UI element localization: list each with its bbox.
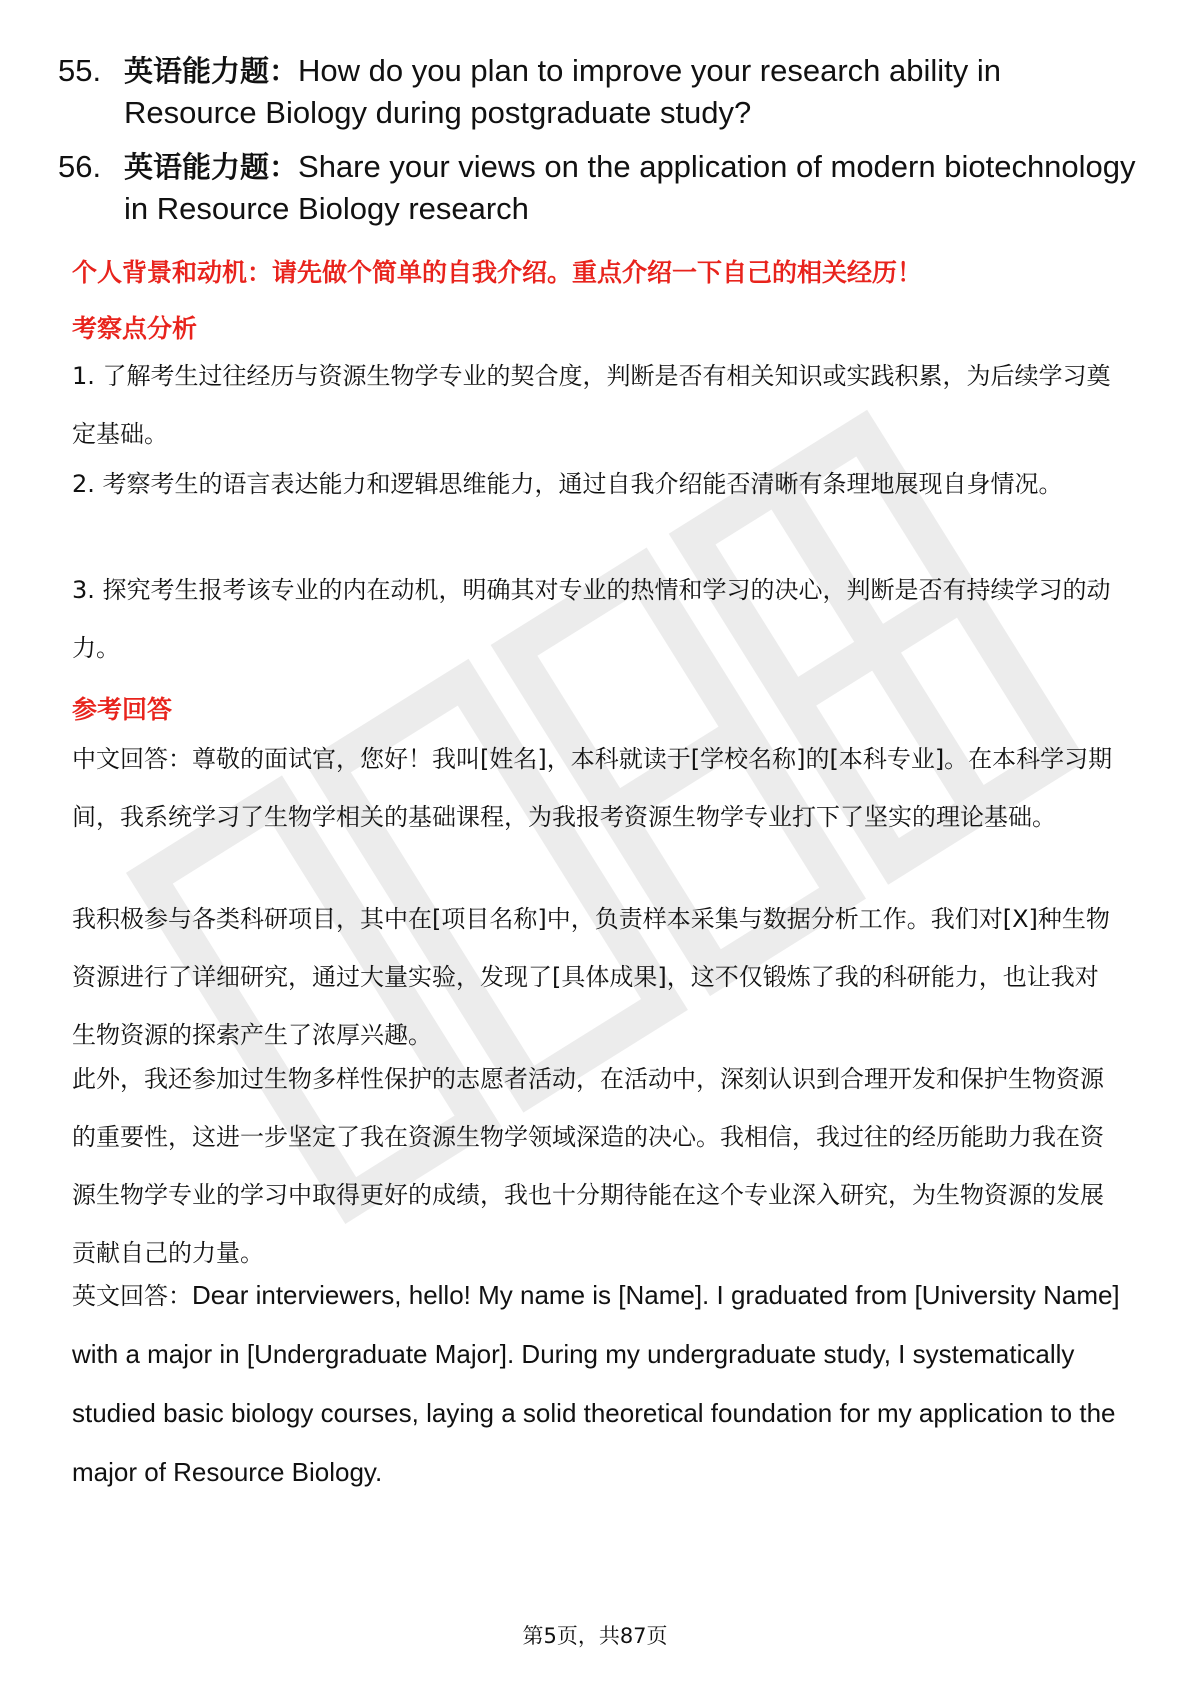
section-title: 个人背景和动机：请先做个简单的自我介绍。重点介绍一下自己的相关经历！	[72, 258, 923, 287]
answer-en-label: 英文回答：	[72, 1282, 192, 1310]
question-56	[58, 146, 1138, 230]
page-footer: 第5页，共87页	[522, 1624, 668, 1648]
question-number: 56.	[58, 149, 102, 184]
answer-en-text: Dear interviewers, hello! My name is [Name]. I graduated from [University Name] with a major in [Undergraduate Major]. During my undergraduate study, I systematically studied basic biology courses, laying a solid theoretical foundation for my application to the major of Resource Biology.	[72, 1280, 1120, 1487]
question-55	[58, 50, 1138, 134]
question-tag: 英语能力题：	[124, 150, 299, 184]
question-number: 55.	[58, 53, 102, 88]
answer-heading: 参考回答	[72, 695, 173, 724]
analysis-point-3: 3. 探究考生报考该专业的内在动机，明确其对专业的热情和学习的决心，判断是否有持续学习的动力。	[72, 576, 1111, 662]
question-text: How do you plan to improve your research ability in Resource Biology during postgraduate study?	[124, 53, 1002, 130]
answer-cn-paragraph-1: 中文回答：尊敬的面试官，您好！我叫[姓名]，本科就读于[学校名称]的[本科专业]。在本科学习期间，我系统学习了生物学相关的基础课程，为我报考资源生物学专业打下了坚实的理论基础。	[72, 745, 1113, 831]
analysis-heading: 考察点分析	[72, 314, 198, 343]
question-text: Share your views on the application of modern biotechnology in Resource Biology research	[124, 149, 1136, 226]
question-tag: 英语能力题：	[124, 54, 299, 88]
analysis-point-2: 2. 考察考生的语言表达能力和逻辑思维能力，通过自我介绍能否清晰有条理地展现自身情况。	[72, 470, 1063, 498]
answer-cn-paragraph-2: 我积极参与各类科研项目，其中在[项目名称]中，负责样本采集与数据分析工作。我们对[X]种生物资源进行了详细研究，通过大量实验，发现了[具体成果]，这不仅锻炼了我的科研能力，也让我对生物资源的探索产生了浓厚兴趣。	[72, 905, 1110, 1049]
answer-en-paragraph	[72, 1266, 1122, 1502]
analysis-point-1: 1. 了解考生过往经历与资源生物学专业的契合度，判断是否有相关知识或实践积累，为后续学习奠定基础。	[72, 362, 1111, 448]
answer-cn-paragraph-3: 此外，我还参加过生物多样性保护的志愿者活动，在活动中，深刻认识到合理开发和保护生物资源的重要性，这进一步坚定了我在资源生物学领域深造的决心。我相信，我过往的经历能助力我在资源生物学专业的学习中取得更好的成绩，我也十分期待能在这个专业深入研究，为生物资源的发展贡献自己的力量。	[72, 1065, 1104, 1267]
